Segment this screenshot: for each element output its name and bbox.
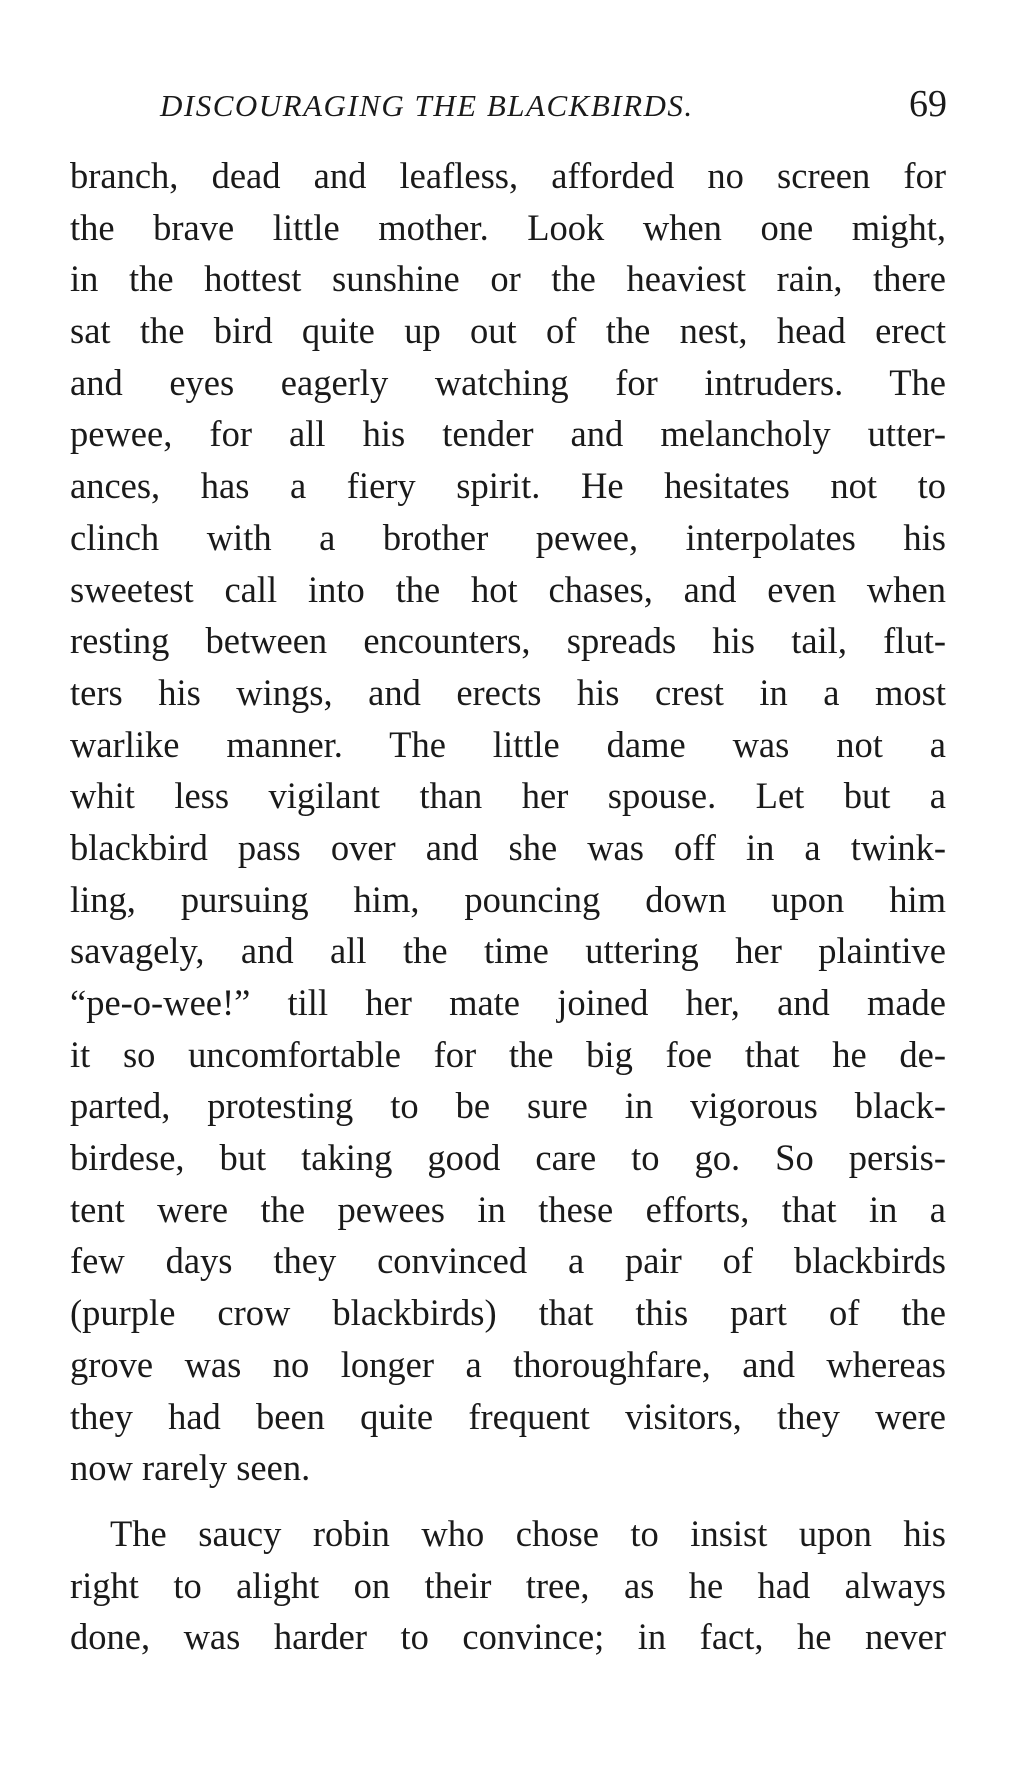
text-line: parted, protesting to be sure in vigorous black- <box>70 1085 946 1127</box>
running-title: DISCOURAGING THE BLACKBIRDS. <box>160 88 694 123</box>
text-line: grove was no longer a thoroughfare, and whereas <box>70 1343 946 1385</box>
text-line: (purple crow blackbirds) that this part of the <box>70 1292 946 1334</box>
text-line: ling, pursuing him, pouncing down upon him <box>70 878 946 920</box>
text-line: right to alight on their tree, as he had always <box>70 1564 946 1606</box>
text-line: tent were the pewees in these efforts, that in a <box>70 1188 946 1230</box>
text-line: branch, dead and leafless, afforded no screen for <box>70 155 946 196</box>
text-line: warlike manner. The little dame was not a <box>70 723 946 765</box>
text-line: The saucy robin who chose to insist upon his <box>110 1512 946 1554</box>
paragraph-1 <box>70 150 946 1494</box>
text-line: sweetest call into the hot chases, and even when <box>70 568 946 610</box>
running-header <box>160 82 947 132</box>
text-line: done, was harder to convince; in fact, he never <box>70 1616 946 1658</box>
text-line: ters his wings, and erects his crest in a most <box>70 671 946 713</box>
text-line: in the hottest sunshine or the heaviest rain, there <box>70 258 946 300</box>
body-text <box>70 150 946 1663</box>
text-line: resting between encounters, spreads his tail, flut- <box>70 620 946 662</box>
text-line: and eyes eagerly watching for intruders. The <box>70 361 946 403</box>
text-line: sat the bird quite up out of the nest, head erect <box>70 310 946 352</box>
paragraph-2 <box>70 1508 946 1663</box>
text-line: they had been quite frequent visitors, they were <box>70 1395 946 1437</box>
text-line: clinch with a brother pewee, interpolates his <box>70 516 946 558</box>
text-line: birdese, but taking good care to go. So persis- <box>70 1137 946 1179</box>
page-number: 69 <box>909 83 947 125</box>
text-line: “pe-o-wee!” till her mate joined her, and made <box>70 982 946 1023</box>
text-line: few days they convinced a pair of blackbirds <box>70 1240 946 1282</box>
text-line: the brave little mother. Look when one might, <box>70 206 946 248</box>
text-line: now rarely seen. <box>70 1447 311 1489</box>
text-line: blackbird pass over and she was off in a twink- <box>70 826 946 868</box>
text-line: whit less vigilant than her spouse. Let but a <box>70 775 946 817</box>
text-line: pewee, for all his tender and melancholy utter- <box>70 413 946 455</box>
text-line: savagely, and all the time uttering her plaintive <box>70 930 946 972</box>
paragraph-gap <box>70 1494 946 1508</box>
text-line: it so uncomfortable for the big foe that he de- <box>70 1033 946 1075</box>
text-line: ances, has a fiery spirit. He hesitates not to <box>70 465 946 507</box>
